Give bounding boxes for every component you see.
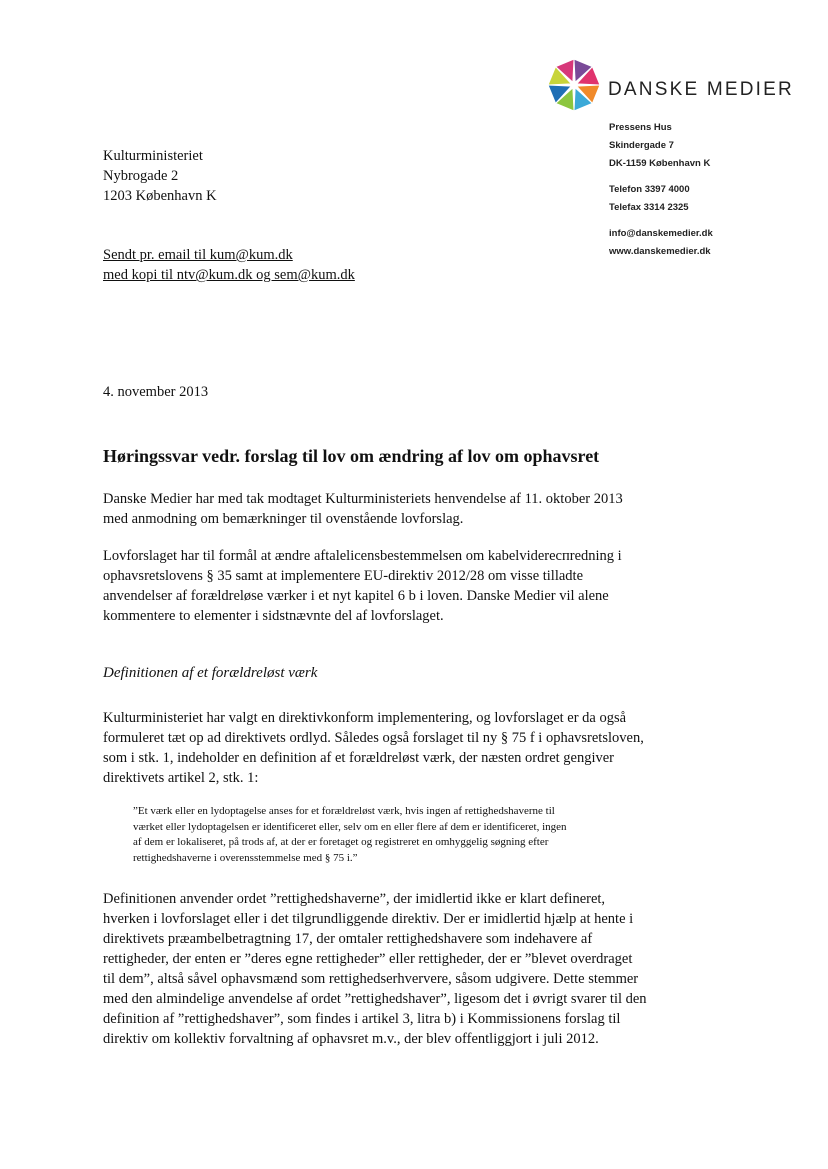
text-line: kommentere to elementer i sidstnævnte del af lovforslaget. [103, 608, 444, 624]
sender-phone: Telefon 3397 4000 [609, 184, 690, 195]
text-line: definition af ”rettighedshaver”, som findes i artikel 3, litra b) i Kommissionens forslag til [103, 1011, 621, 1027]
text-line: Definitionen anvender ordet ”rettighedshaverne”, der imidlertid ikke er klart defineret, [103, 891, 606, 907]
text-line: Danske Medier har med tak modtaget Kulturministeriets henvendelse af 11. oktober 2013 [103, 491, 623, 507]
text-line: direktiv om kollektiv forvaltning af ophavsret m.v., der blev offentliggjort i juli 2012. [103, 1031, 599, 1047]
paragraph-intro [103, 489, 723, 529]
sender-fax: Telefax 3314 2325 [609, 202, 689, 213]
quote-line: rettighedshaverne i overensstemmelse med § 75 i.” [133, 851, 358, 864]
letter-title: Høringssvar vedr. forslag til lov om ændring af lov om ophavsret [103, 446, 600, 466]
text-line: til dem”, altså såvel ophavsmænd som rettighedserhververe, såsom udgivere. Dette stemmer [103, 971, 639, 987]
text-line: med den almindelige anvendelse af ordet ”rettighedshaver”, ligesom det i øvrigt svarer til den [103, 991, 647, 1007]
text-line: som i stk. 1, indeholder en definition af et forældreløst værk, der næsten ordret gengiver [103, 750, 615, 766]
paragraph-purpose [103, 546, 723, 626]
recipient-line: 1203 København K [103, 188, 217, 204]
sent-via-block [103, 245, 355, 285]
sender-line: Skindergade 7 [609, 140, 674, 151]
sender-address-block [609, 119, 713, 261]
sender-email: info@danskemedier.dk [609, 228, 713, 239]
text-line: ophavsretslovens § 35 samt at implementere EU-direktiv 2012/28 om visse tilladte [103, 568, 584, 584]
sender-website: www.danskemedier.dk [609, 246, 711, 257]
text-line: med anmodning om bemærkninger til ovenstående lovforslag. [103, 511, 464, 527]
text-line: direktivets artikel 2, stk. 1: [103, 770, 259, 786]
copy-line: med kopi til ntv@kum.dk og sem@kum.dk [103, 267, 355, 283]
quote-line: af dem er lokaliseret, på trods af, at der er foretaget og registreret en omhyggelig søgning efter [133, 836, 549, 848]
letter-date: 4. november 2013 [103, 384, 209, 400]
quote-line: værket eller lydoptagelsen er identificeret eller, selv om en eller flere af dem er identificeret, ingen [133, 820, 567, 833]
danske-medier-logo [546, 57, 796, 113]
quote-line: ”Et værk eller en lydoptagelse anses for et forældreløst værk, hvis ingen af rettighedshaverne til [133, 805, 555, 817]
section-heading: Definitionen af et forældreløst værk [103, 665, 318, 681]
sender-line: Pressens Hus [609, 122, 672, 133]
text-line: rettigheder, der enten er ”deres egne rettigheder” eller rettigheder, der er ”blevet overdraget [103, 951, 633, 967]
text-line: anvendelser af forældreløse værker i et nyt kapitel 6 b i loven. Danske Medier vil alene [103, 588, 609, 604]
text-line: direktivets præambelbetragtning 17, der omtaler rettighedshavere som indehavere af [103, 931, 593, 947]
text-line: formuleret tæt op ad direktivets ordlyd. Således også forslaget til ny § 75 f i ophavsretsloven, [103, 730, 644, 746]
logo-wordmark: DANSKE MEDIER [608, 79, 794, 100]
recipient-line: Nybrogade 2 [103, 168, 179, 184]
paragraph-definition [103, 708, 723, 788]
text-line: hverken i lovforslaget eller i det tilgrundliggende direktiv. Der er imidlertid hjælp at hente i [103, 911, 634, 927]
logo-flower-icon [546, 57, 602, 113]
recipient-address-block [103, 146, 217, 206]
recipient-line: Kulturministeriet [103, 148, 203, 164]
text-line: Kulturministeriet har valgt en direktivkonform implementering, og lovforslaget er da også [103, 710, 627, 726]
sender-line: DK-1159 København K [609, 158, 711, 169]
sent-line: Sendt pr. email til kum@kum.dk [103, 247, 293, 263]
text-line: Lovforslaget har til formål at ændre aftalelicensbestemmelsen om kabelvidereспredning i [103, 548, 622, 564]
paragraph-rightsholders [103, 889, 723, 1049]
block-quote [133, 804, 673, 866]
